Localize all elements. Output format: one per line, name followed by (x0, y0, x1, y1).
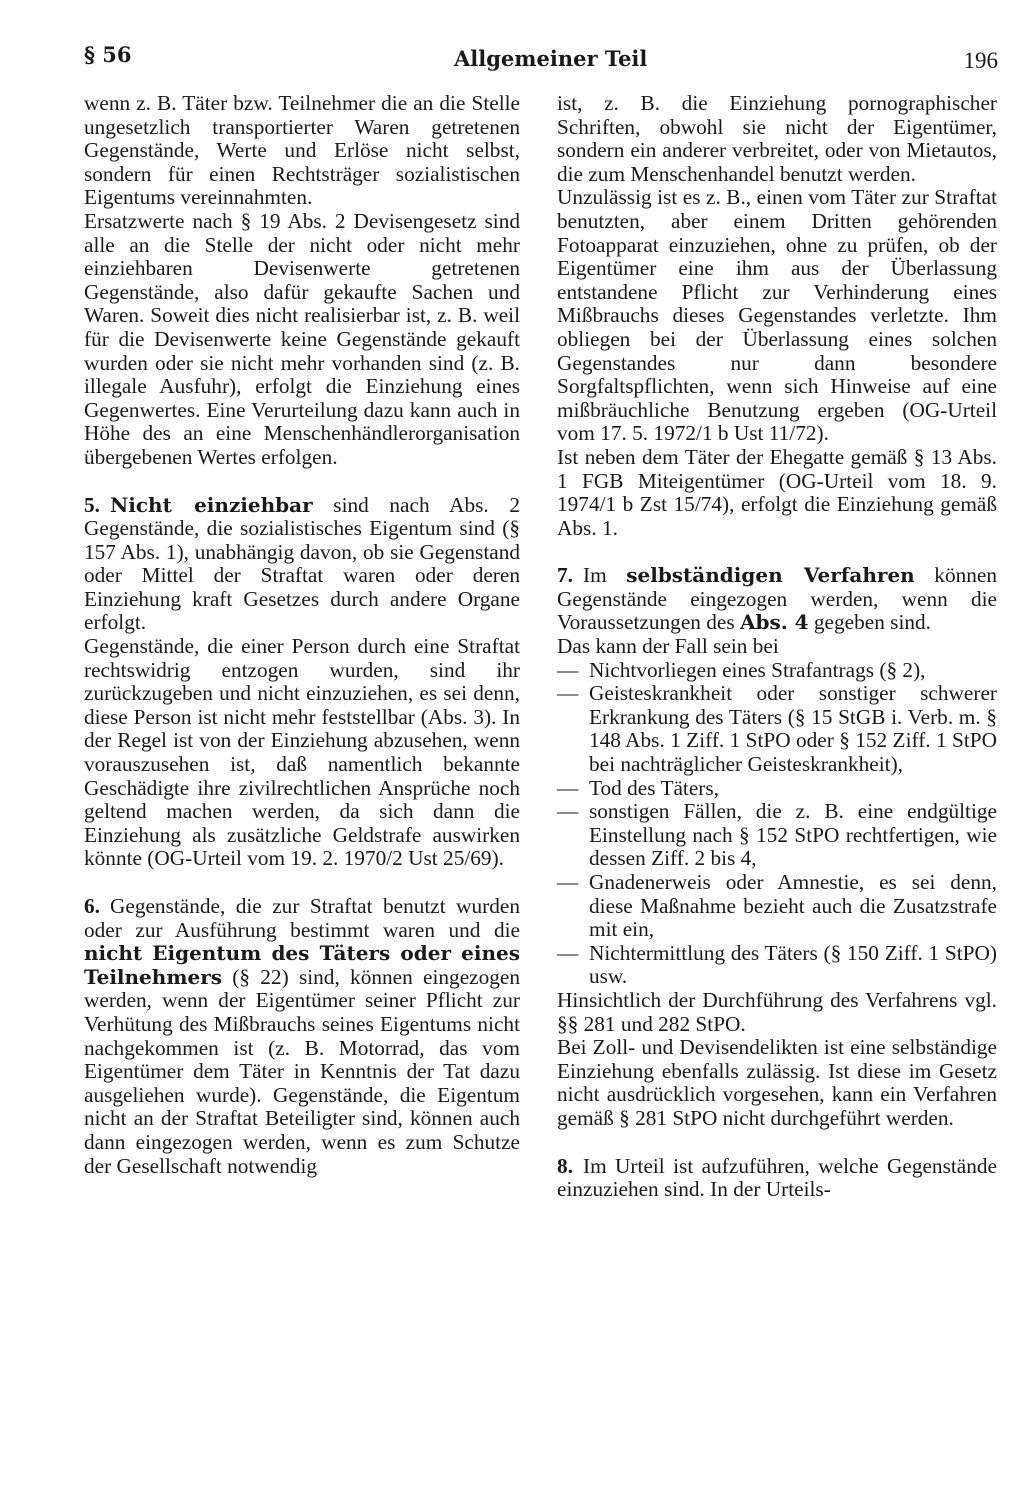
paragraph: Unzulässig ist es z. B., einen vom Täter zur Straftat benutzten, aber einem Dritten gehörenden Fotoapparat einzuziehen, ohne zu prüfen, ob der Eigentümer eine ihm aus der Überlassung entstandene Pflicht zur Verhinderung eines Mißbrauchs dieses Gegenstandes verletzte. Ihm obliegen bei der Überlassung eines solchen Gegenstandes nur dann besondere Sorgfaltspflichten, wenn sich Hinweise auf eine mißbräuchliche Benutzung ergeben (OG-Urteil vom 17. 5. 1972/1 b Ust 11/72). (557, 185, 997, 446)
note-5 (84, 494, 520, 636)
dash-list (557, 659, 997, 989)
bold-term: selbständigen Verfahren (626, 563, 915, 588)
list-item: — Nichtvorliegen eines Strafantrags (§ 2), (557, 659, 997, 683)
right-column (557, 92, 997, 1202)
list-item: — Gnadenerweis oder Amnestie, es sei denn, diese Maßnahme bezieht auch die Zusatzstrafe mit ein, (557, 871, 997, 942)
bold-term: Nicht einziehbar (109, 492, 313, 517)
list-item: — Tod des Täters, (557, 777, 997, 801)
note-text: (§ 22) sind, können eingezogen werden, wenn der Eigentümer seiner Pflicht zur Verhütung des Mißbrauchs seines Eigentums nicht nachgekommen ist (z. B. Motorrad, das vom Eigentümer dem Täter in Kenntnis der Tat dazu ausgeliehen wurde). Gegenstände, die Eigentum nicht an der Straftat Beteiligter sind, können auch dann eingezogen werden, wenn es zum Schutze der Gesellschaft notwendig (84, 964, 520, 1178)
running-title: Allgemeiner Teil (454, 46, 648, 71)
paragraph: ist, z. B. die Einziehung pornographischer Schriften, obwohl sie nicht der Eigentümer, sondern ein anderer verbreitet, oder von Mietautos, die zum Menschenhandel benutzt werden. (557, 91, 997, 186)
note-text: sind nach Abs. 2 Gegenstände, die sozialistisches Eigentum sind (§ 157 Abs. 1), unabhängig davon, ob sie Gegenstand oder Mittel der Straftat waren oder deren Einziehung kraft Gesetzes durch andere Organe erfolgt. (84, 492, 520, 635)
note-7 (557, 564, 997, 635)
note-number: 6. (84, 894, 100, 918)
paragraph: Gegenstände, die einer Person durch eine Straftat rechtswidrig entzogen wurden, sind ihr zurückzugeben und nicht einzuziehen, es sei denn, diese Person ist nicht mehr feststellbar (Abs. 3). In der Regel ist von der Einziehung abzusehen, wenn vorauszusehen ist, daß namentlich bekannte Geschädigte ihre zivilrechtlichen Ansprüche noch geltend machen werden, da sich dann die Einziehung als zusätzliche Geldstrafe auswirken könnte (OG-Urteil vom 19. 2. 1970/2 Ust 25/69). (84, 634, 520, 871)
paragraph: Ist neben dem Täter der Ehegatte gemäß § 13 Abs. 1 FGB Miteigentümer (OG-Urteil vom 18. 9. 1974/1 b Zst 15/74), erfolgt die Einziehung gemäß Abs. 1. (557, 444, 997, 540)
bold-term: Abs. 4 (739, 610, 809, 635)
list-item: — Geisteskrankheit oder sonstiger schwerer Erkrankung des Täters (§ 15 StGB i. Verb. m. § 148 Abs. 1 Ziff. 1 StPO oder § 152 Ziff. 1 StPO bei nachträglicher Geisteskrankheit), (557, 682, 997, 776)
paragraph: Ersatzwerte nach § 19 Abs. 2 Devisengesetz sind alle an die Stelle der nicht oder nicht mehr einziehbaren Devisenwerte getretenen Gegenstände, also dafür gekaufte Sachen und Waren. Soweit dies nicht realisierbar ist, z. B. weil für die Devisenwerte keine Gegenstände gekauft wurden oder sie nicht mehr vorhanden sind (z. B. illegale Ausfuhr), erfolgt die Einziehung eines Gegenwertes. Eine Verurteilung dazu kann auch in Höhe des an eine Menschenhändlerorganisation übergebenen Wertes erfolgen. (84, 208, 520, 469)
page-number: 196 (963, 48, 998, 73)
note-text: Im Urteil ist aufzuführen, welche Gegenstände einzuziehen sind. In der Urteils- (557, 1153, 997, 1202)
list-item: — Nichtermittlung des Täters (§ 150 Ziff. 1 StPO) usw. (557, 942, 997, 989)
note-8 (557, 1155, 997, 1202)
bold-term: nicht Eigentum des Täters oder eines Teilnehmers (84, 941, 520, 989)
note-number: 7. (557, 563, 573, 588)
list-item: — sonstigen Fällen, die z. B. eine endgültige Einstellung nach § 152 StPO rechtfertigen, wie dessen Ziff. 2 bis 4, (557, 800, 997, 871)
note-text: Im (582, 563, 627, 588)
paragraph: wenn z. B. Täter bzw. Teilnehmer die an die Stelle ungesetzlich transportierter Waren getretenen Gegenstände, Werte und Erlöse nicht selbst, sondern für einen Rechtsträger sozialistischen Eigentums vereinnahmten. (84, 91, 520, 210)
left-column (84, 92, 520, 1178)
page-header (84, 42, 998, 82)
note-text: gegeben sind. (808, 610, 932, 635)
note-number: 5. (84, 492, 100, 517)
note-6 (84, 895, 520, 1178)
note-text: können Gegenstände eingezogen werden, wenn die Voraussetzungen des (557, 563, 997, 635)
section-number: § 56 (84, 42, 132, 67)
note-text: Gegenstände, die zur Straftat benutzt wurden oder zur Ausführung bestimmt waren und die (84, 894, 520, 942)
paragraph: Bei Zoll- und Devisendelikten ist eine selbständige Einziehung ebenfalls zulässig. Ist diese im Gesetz nicht ausdrücklich vorgesehen, kann ein Verfahren gemäß § 281 StPO nicht durchgeführt werden. (557, 1035, 997, 1130)
note-number: 8. (557, 1153, 573, 1178)
paragraph: Hinsichtlich der Durchführung des Verfahrens vgl. §§ 281 und 282 StPO. (557, 987, 997, 1036)
list-intro: Das kann der Fall sein bei (557, 634, 779, 659)
